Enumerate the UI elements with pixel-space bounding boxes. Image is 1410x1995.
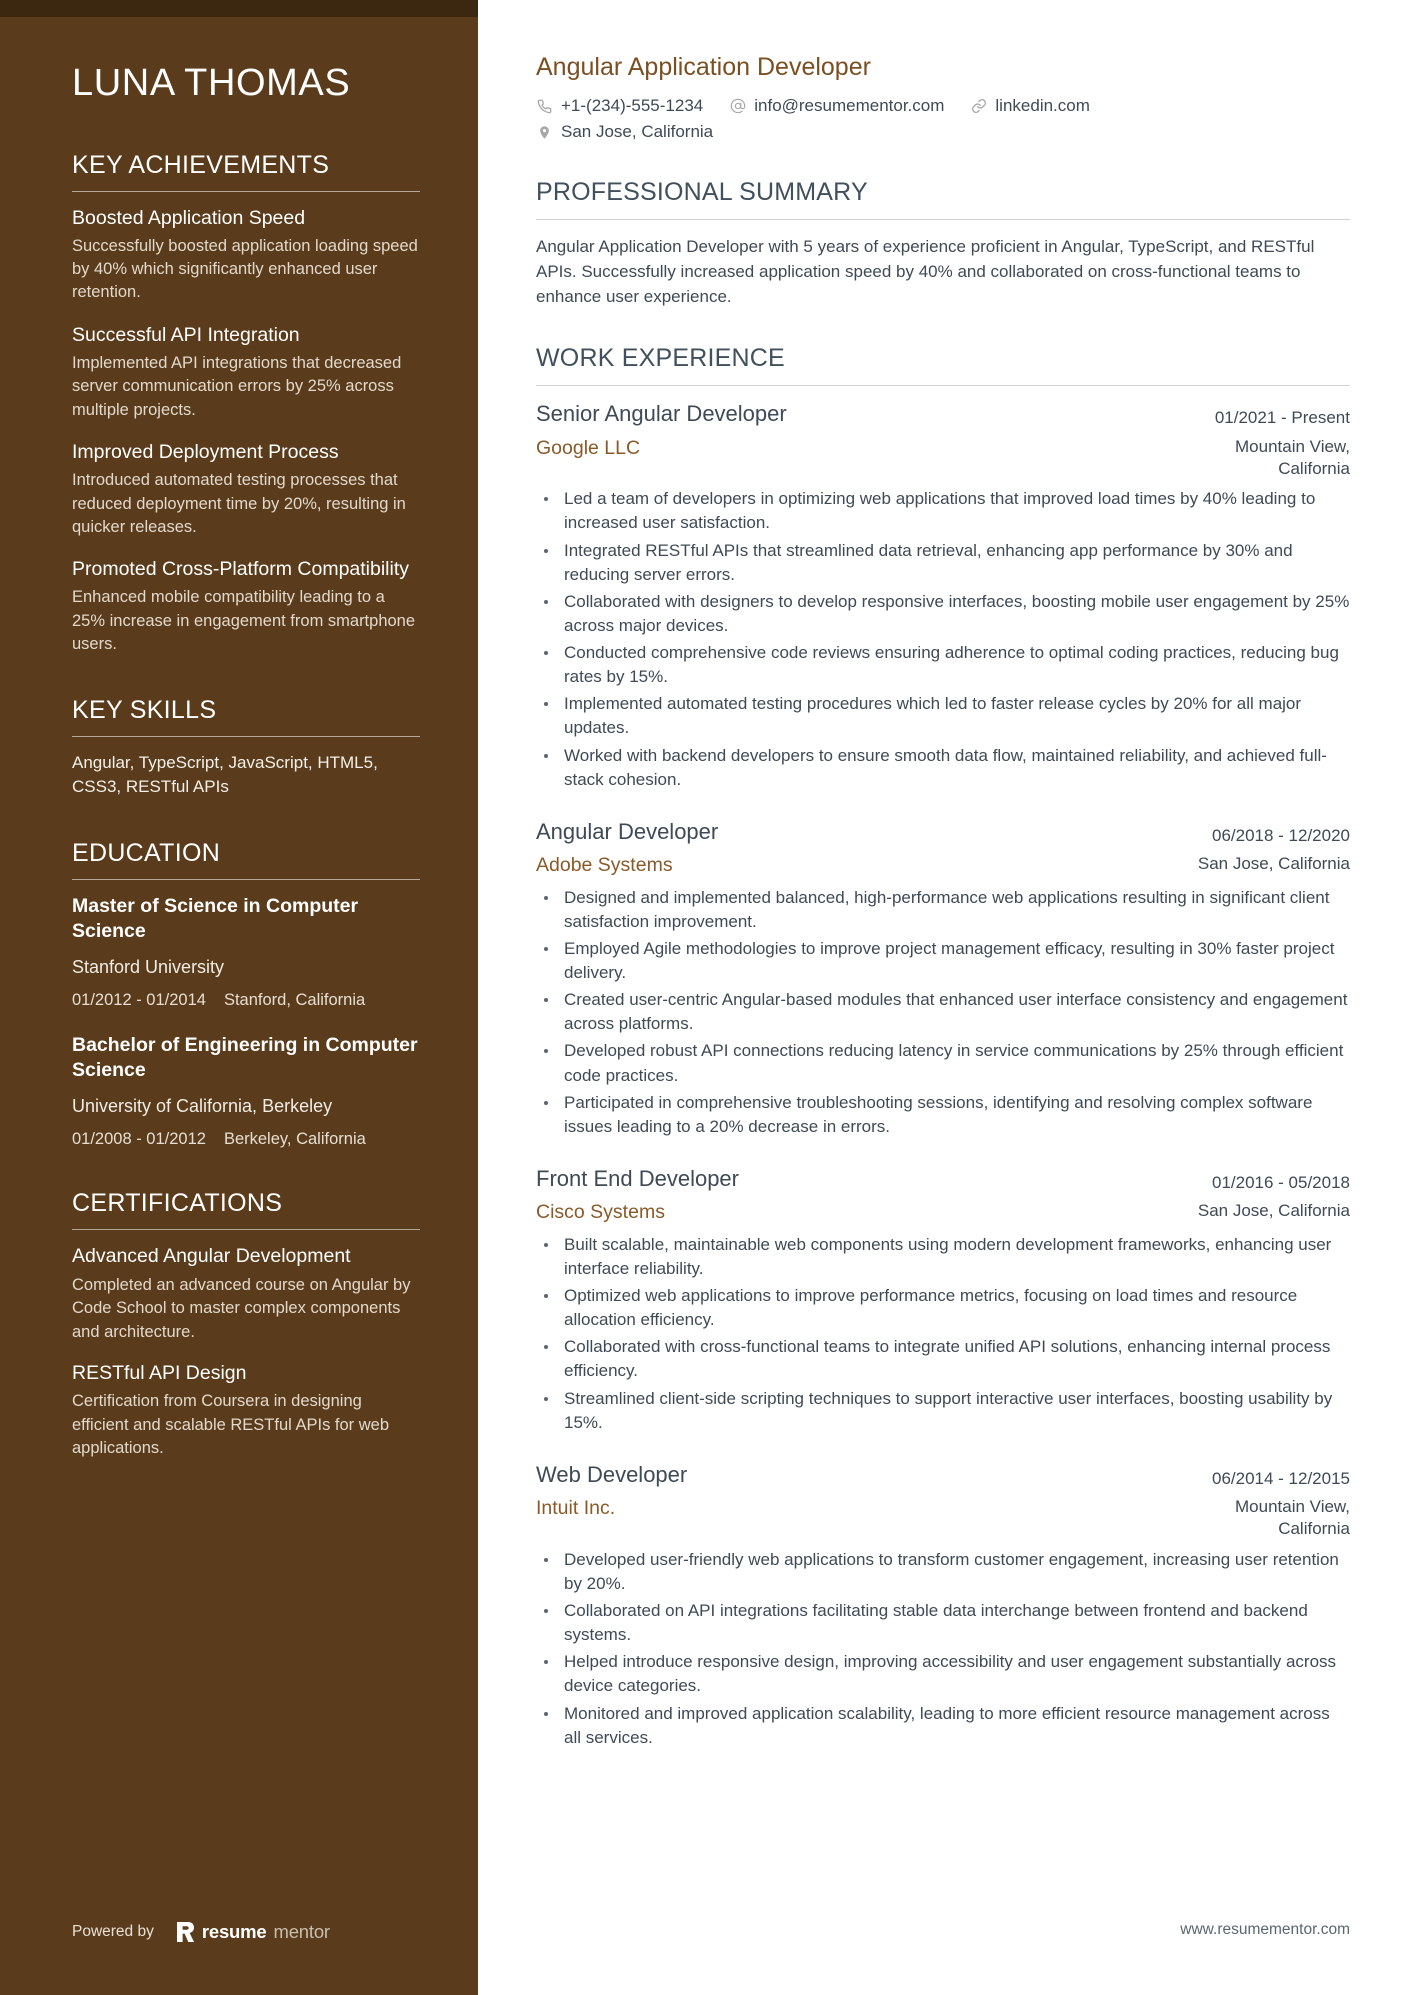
experience-bullet: Optimized web applications to improve performance metrics, focusing on load times and resource allocation efficiency. bbox=[536, 1284, 1350, 1332]
experience-location: Mountain View, California bbox=[1235, 436, 1350, 478]
contact-email[interactable] bbox=[729, 96, 944, 116]
experience-bullet: Created user-centric Angular-based modules that enhanced user interface consistency and engagement across platforms. bbox=[536, 988, 1350, 1036]
experience-company: Adobe Systems bbox=[536, 854, 673, 877]
experience-dates: 06/2018 - 12/2020 bbox=[1211, 825, 1350, 845]
experience-bullets bbox=[536, 1548, 1350, 1750]
education-meta bbox=[72, 989, 420, 1011]
experience-bullet: Implemented automated testing procedures which led to faster release cycles by 20% for all major updates. bbox=[536, 692, 1350, 740]
main-content bbox=[478, 0, 1410, 1995]
contact-link-text: linkedin.com bbox=[995, 96, 1090, 115]
summary-text: Angular Application Developer with 5 years of experience proficient in Angular, TypeScript, and RESTful APIs. Successfully increased application speed by 40% and collaborated on cross-functional teams to enhance user experience. bbox=[536, 236, 1315, 307]
achievement-title: Boosted Application Speed bbox=[72, 206, 306, 229]
experience-subheader bbox=[536, 853, 1350, 877]
section-heading-certifications: CERTIFICATIONS bbox=[72, 1189, 283, 1218]
achievement-description: Implemented API integrations that decreased server communication errors by 25% across multiple projects. bbox=[72, 353, 402, 419]
divider bbox=[72, 736, 420, 737]
sidebar-footer bbox=[72, 1921, 330, 1943]
section-heading-skills: KEY SKILLS bbox=[72, 695, 217, 724]
section-heading-education: EDUCATION bbox=[72, 838, 221, 867]
education-location: Berkeley, California bbox=[223, 1130, 366, 1149]
experience-item bbox=[536, 1461, 1350, 1750]
certification-description: Certification from Coursera in designing efficient and scalable RESTful APIs for web applications. bbox=[72, 1392, 390, 1458]
experience-item bbox=[536, 1165, 1350, 1435]
achievement-item bbox=[72, 557, 420, 656]
headline-job-title: Angular Application Developer bbox=[536, 53, 871, 81]
contact-row-primary bbox=[536, 96, 1350, 116]
achievement-title: Successful API Integration bbox=[72, 323, 300, 346]
contact-link[interactable] bbox=[970, 96, 1090, 116]
section-key-skills bbox=[72, 695, 420, 800]
powered-by-label: Powered by bbox=[72, 1923, 154, 1940]
experience-bullet: Built scalable, maintainable web components using modern development frameworks, enhancing user interface reliability. bbox=[536, 1233, 1350, 1281]
at-sign-icon bbox=[729, 98, 746, 115]
experience-role: Angular Developer bbox=[536, 818, 719, 844]
sidebar bbox=[0, 0, 478, 1995]
achievement-item bbox=[72, 323, 420, 422]
experience-bullet: Monitored and improved application scalability, leading to more efficient resource management across all services. bbox=[536, 1702, 1350, 1750]
experience-bullet: Collaborated on API integrations facilitating stable data interchange between frontend and backend systems. bbox=[536, 1599, 1350, 1647]
experience-header bbox=[536, 818, 1350, 849]
experience-header bbox=[536, 1461, 1350, 1492]
section-certifications bbox=[72, 1188, 420, 1460]
achievement-item bbox=[72, 206, 420, 305]
link-icon bbox=[970, 98, 987, 115]
experience-company: Intuit Inc. bbox=[536, 1497, 616, 1520]
experience-bullet: Designed and implemented balanced, high-performance web applications resulting in significant client satisfaction improvement. bbox=[536, 886, 1350, 934]
experience-item bbox=[536, 818, 1350, 1139]
experience-dates: 01/2021 - Present bbox=[1214, 408, 1350, 428]
divider bbox=[536, 219, 1350, 220]
experience-header bbox=[536, 1165, 1350, 1196]
experience-location: San Jose, California bbox=[1197, 1201, 1350, 1221]
contact-row-location bbox=[536, 122, 1350, 142]
resumementor-mark-icon bbox=[176, 1921, 195, 1943]
experience-subheader bbox=[536, 1200, 1350, 1224]
education-school: Stanford University bbox=[72, 956, 225, 977]
brand-word-resume: resume bbox=[201, 1921, 267, 1942]
divider bbox=[72, 879, 420, 880]
achievement-title: Improved Deployment Process bbox=[72, 441, 339, 464]
contact-location-text: San Jose, California bbox=[561, 122, 714, 142]
education-degree: Master of Science in Computer Science bbox=[72, 894, 359, 943]
experience-bullet: Collaborated with cross-functional teams to integrate unified API solutions, enhancing internal process efficiency. bbox=[536, 1335, 1350, 1383]
experience-role: Web Developer bbox=[536, 1461, 688, 1487]
divider bbox=[72, 1229, 420, 1230]
experience-dates: 01/2016 - 05/2018 bbox=[1211, 1172, 1350, 1192]
experience-header bbox=[536, 400, 1350, 431]
experience-bullet: Conducted comprehensive code reviews ensuring adherence to optimal coding practices, reducing bug rates by 15%. bbox=[536, 641, 1350, 689]
divider bbox=[536, 385, 1350, 386]
map-pin-icon bbox=[536, 124, 553, 141]
experience-subheader bbox=[536, 436, 1350, 480]
section-work-experience bbox=[536, 343, 1350, 1750]
phone-icon bbox=[536, 98, 553, 115]
skills-list: Angular, TypeScript, JavaScript, HTML5, CSS3, RESTful APIs bbox=[72, 752, 378, 797]
experience-bullets bbox=[536, 1233, 1350, 1435]
experience-bullet: Employed Agile methodologies to improve project management efficacy, resulting in 30% faster project delivery. bbox=[536, 937, 1350, 985]
contact-location bbox=[536, 122, 713, 142]
experience-location: San Jose, California bbox=[1197, 854, 1350, 874]
section-education bbox=[72, 838, 420, 1151]
achievement-title: Promoted Cross-Platform Compatibility bbox=[72, 558, 410, 581]
experience-bullet: Helped introduce responsive design, improving accessibility and user engagement substantially across device categories. bbox=[536, 1650, 1350, 1698]
sidebar-top-strip bbox=[0, 0, 478, 17]
experience-item bbox=[536, 400, 1350, 792]
experience-location: Mountain View, California bbox=[1235, 1497, 1350, 1538]
resumementor-logo bbox=[176, 1921, 330, 1943]
footer-website-url: www.resumementor.com bbox=[1180, 1921, 1350, 1938]
achievement-description: Successfully boosted application loading speed by 40% which significantly enhanced user retention. bbox=[72, 236, 418, 302]
experience-company: Cisco Systems bbox=[536, 1201, 665, 1224]
contact-phone-text: +1-(234)-555-1234 bbox=[561, 96, 704, 115]
education-item bbox=[72, 894, 420, 1011]
experience-bullet: Developed robust API connections reducing latency in service communications by 25% through efficient code practices. bbox=[536, 1039, 1350, 1087]
experience-bullets bbox=[536, 487, 1350, 792]
experience-bullet: Developed user-friendly web applications to transform customer engagement, increasing user retention by 20%. bbox=[536, 1548, 1350, 1596]
contact-email-text: info@resumementor.com bbox=[754, 96, 945, 115]
experience-subheader bbox=[536, 1496, 1350, 1540]
education-school: University of California, Berkeley bbox=[72, 1095, 333, 1116]
achievement-description: Enhanced mobile compatibility leading to a 25% increase in engagement from smartphone users. bbox=[72, 588, 416, 654]
experience-company: Google LLC bbox=[536, 436, 641, 459]
brand-word-mentor: mentor bbox=[273, 1921, 330, 1942]
experience-bullet: Streamlined client-side scripting techniques to support interactive user interfaces, boosting usability by 15%. bbox=[536, 1387, 1350, 1435]
experience-bullet: Led a team of developers in optimizing web applications that improved load times by 40% leading to increased user satisfaction. bbox=[536, 487, 1350, 535]
achievement-description: Introduced automated testing processes that reduced deployment time by 20%, resulting in quicker releases. bbox=[72, 471, 406, 536]
education-degree: Bachelor of Engineering in Computer Science bbox=[72, 1034, 418, 1082]
contact-phone[interactable] bbox=[536, 96, 703, 116]
education-location: Stanford, California bbox=[223, 990, 366, 1009]
section-professional-summary bbox=[536, 177, 1350, 309]
experience-role: Front End Developer bbox=[536, 1165, 739, 1191]
experience-bullet: Collaborated with designers to develop responsive interfaces, boosting mobile user engagement by 25% across major devices. bbox=[536, 590, 1350, 638]
education-item bbox=[72, 1033, 420, 1150]
achievement-item bbox=[72, 440, 420, 539]
divider bbox=[72, 191, 420, 192]
section-key-achievements bbox=[72, 150, 420, 657]
education-meta bbox=[72, 1128, 420, 1150]
education-dates: 01/2012 - 01/2014 bbox=[72, 990, 206, 1009]
experience-bullet: Worked with backend developers to ensure smooth data flow, maintained reliability, and achieved full-stack cohesion. bbox=[536, 744, 1350, 792]
section-heading-achievements: KEY ACHIEVEMENTS bbox=[72, 150, 330, 179]
experience-dates: 06/2014 - 12/2015 bbox=[1211, 1468, 1350, 1488]
education-dates: 01/2008 - 01/2012 bbox=[72, 1130, 206, 1149]
certification-item bbox=[72, 1244, 420, 1344]
person-name: LUNA THOMAS bbox=[72, 62, 351, 104]
section-heading-experience: WORK EXPERIENCE bbox=[536, 344, 785, 373]
experience-bullets bbox=[536, 886, 1350, 1139]
certification-description: Completed an advanced course on Angular by Code School to master complex components and architecture. bbox=[72, 1275, 411, 1341]
experience-bullet: Participated in comprehensive troubleshooting sessions, identifying and resolving complex software issues leading to a 20% decrease in errors. bbox=[536, 1091, 1350, 1139]
certification-title: RESTful API Design bbox=[72, 1361, 247, 1384]
experience-role: Senior Angular Developer bbox=[536, 401, 787, 427]
certification-item bbox=[72, 1361, 420, 1461]
section-heading-summary: PROFESSIONAL SUMMARY bbox=[536, 177, 868, 206]
certification-title: Advanced Angular Development bbox=[72, 1245, 351, 1268]
contact-block bbox=[536, 96, 1350, 143]
experience-bullet: Integrated RESTful APIs that streamlined data retrieval, enhancing app performance by 30% and reducing server errors. bbox=[536, 539, 1350, 587]
